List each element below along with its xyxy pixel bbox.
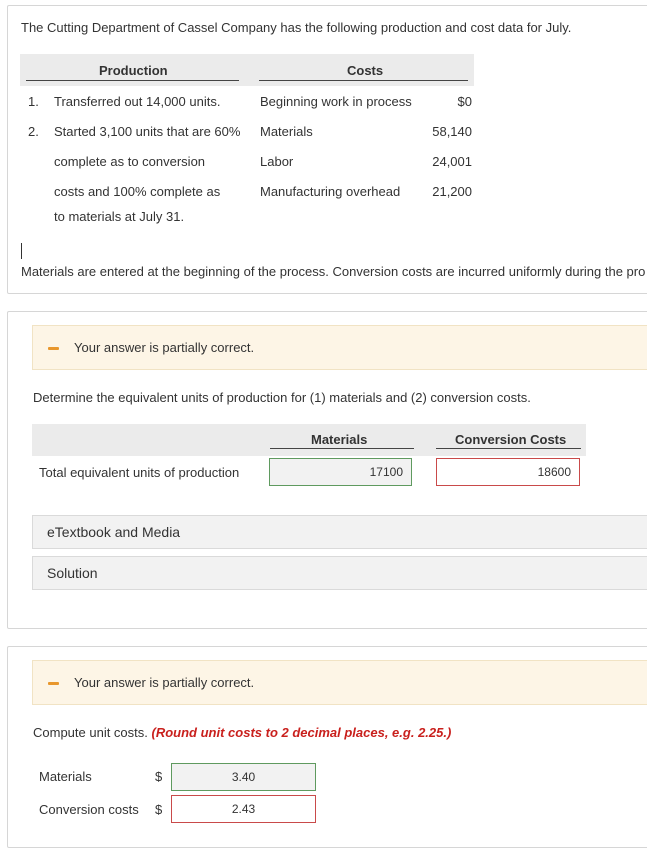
conversion-equivalent-units-input[interactable]: 18600	[436, 458, 580, 486]
question-text: Compute unit costs.	[33, 725, 148, 740]
materials-label: Materials	[39, 769, 92, 784]
production-text: to materials at July 31.	[54, 209, 185, 224]
production-header-rule	[26, 80, 239, 81]
etextbook-media-toggle[interactable]	[32, 515, 647, 549]
production-text: complete as to conversion	[54, 154, 206, 169]
conversion-col-header: Conversion Costs	[455, 432, 567, 447]
table-header-bg	[20, 54, 474, 86]
production-text: Started 3,100 units that are 60%	[54, 124, 241, 139]
status-text: Your answer is partially correct.	[74, 340, 255, 355]
production-text: Transferred out 14,000 units.	[54, 94, 221, 109]
cost-value: 58,140	[432, 124, 472, 139]
text-cursor	[21, 243, 22, 259]
cost-label: Materials	[260, 124, 313, 139]
materials-col-header: Materials	[311, 432, 368, 447]
cost-value: 21,200	[432, 184, 472, 199]
intro-text: The Cutting Department of Cassel Company has the following production and cost data for July.	[21, 20, 572, 35]
materials-unit-cost-input[interactable]: 3.40	[171, 763, 316, 791]
currency-symbol: $	[155, 769, 163, 784]
row-label: Total equivalent units of production	[39, 465, 240, 480]
part1-card	[7, 311, 647, 629]
rounding-instruction: (Round unit costs to 2 decimal places, e.g. 2.25.)	[151, 725, 452, 740]
problem-card	[7, 5, 647, 294]
cost-label: Beginning work in process	[260, 94, 412, 109]
solution-toggle[interactable]	[32, 556, 647, 590]
partial-dash-icon	[48, 347, 59, 350]
cost-value: 24,001	[432, 154, 472, 169]
partial-correct-banner	[32, 325, 647, 370]
row-number: 1.	[28, 94, 39, 109]
etextbook-label: eTextbook and Media	[47, 524, 181, 540]
conversion-costs-label: Conversion costs	[39, 802, 139, 817]
process-note: Materials are entered at the beginning of the process. Conversion costs are incurred uniformly during the pro	[21, 264, 646, 279]
conversion-unit-cost-input[interactable]: 2.43	[171, 795, 316, 823]
production-header: Production	[99, 63, 168, 78]
costs-header: Costs	[347, 63, 384, 78]
materials-equivalent-units-input[interactable]: 17100	[269, 458, 412, 486]
currency-symbol: $	[155, 802, 163, 817]
materials-col-rule	[270, 448, 414, 449]
cost-value: $0	[457, 94, 472, 109]
question-text: Determine the equivalent units of production for (1) materials and (2) conversion costs.	[33, 390, 531, 405]
costs-header-rule	[259, 80, 468, 81]
partial-correct-banner	[32, 660, 647, 705]
part2-card	[7, 646, 647, 848]
partial-dash-icon	[48, 682, 59, 685]
production-text: costs and 100% complete as	[54, 184, 221, 199]
status-text: Your answer is partially correct.	[74, 675, 255, 690]
row-number: 2.	[28, 124, 39, 139]
cost-label: Manufacturing overhead	[260, 184, 401, 199]
conversion-col-rule	[436, 448, 581, 449]
question-line	[33, 725, 451, 740]
cost-label: Labor	[260, 154, 294, 169]
solution-label: Solution	[47, 565, 98, 581]
